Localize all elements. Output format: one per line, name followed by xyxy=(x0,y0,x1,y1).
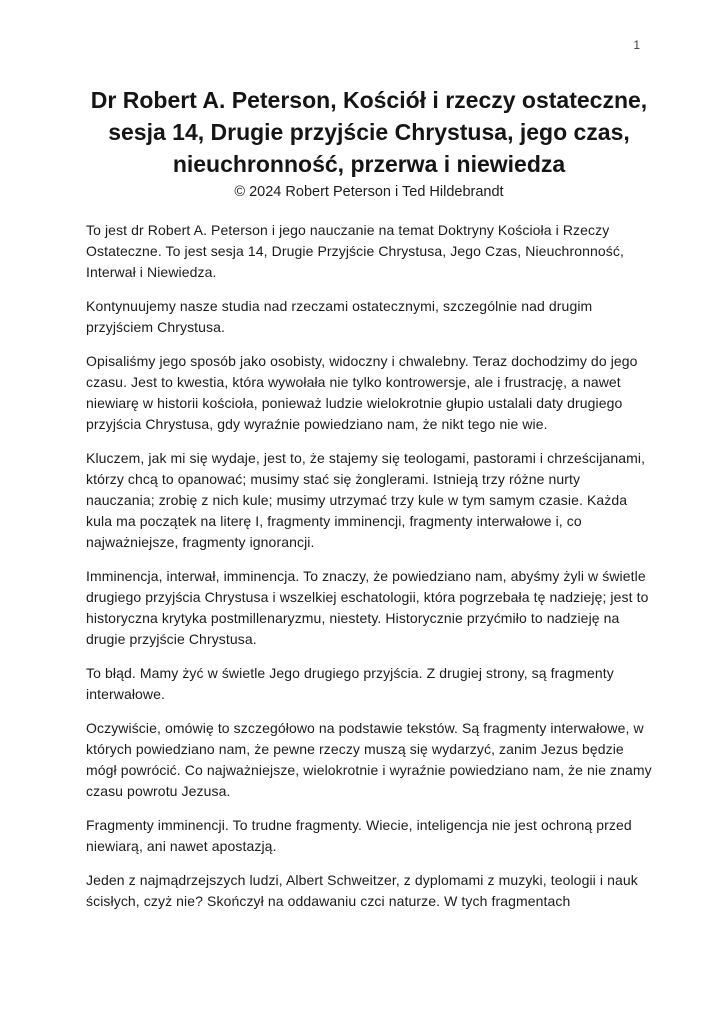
paragraph-8: Fragmenty imminencji. To trudne fragmenty. Wiecie, inteligencja nie jest ochroną przed niewiarą, ani nawet apostazją. xyxy=(86,817,632,854)
title-line-2: sesja 14, Drugie przyjście Chrystusa, jego czas, xyxy=(108,119,630,145)
paragraph-3: Opisaliśmy jego sposób jako osobisty, widoczny i chwalebny. Teraz dochodzimy do jego czasu. Jest to kwestia, która wywołała nie tylko kontrowersje, ale i frustrację, a nawet niewiarę w historii kościoła, ponieważ ludzie wielokrotnie głupio ustalali daty drugiego przyjścia Chrystusa, gdy wyraźnie powiedziano nam, że nikt tego nie wie. xyxy=(86,353,638,432)
paragraph-1: To jest dr Robert A. Peterson i jego nauczanie na temat Doktryny Kościoła i Rzeczy Ostateczne. To jest sesja 14, Drugie Przyjście Chrystusa, Jego Czas, Nieuchronność, Interwał i Niewiedza. xyxy=(86,222,624,280)
paragraph-2: Kontynuujemy nasze studia nad rzeczami ostatecznymi, szczególnie nad drugim przyjściem Chrystusa. xyxy=(86,298,593,335)
document-body xyxy=(86,220,652,912)
paragraph-6: To błąd. Mamy żyć w świetle Jego drugiego przyjścia. Z drugiej strony, są fragmenty interwałowe. xyxy=(86,665,614,702)
title-line-3: nieuchronność, przerwa i niewiedza xyxy=(172,151,566,177)
page-title xyxy=(86,84,652,180)
copyright-line: © 2024 Robert Peterson i Ted Hildebrandt xyxy=(234,184,504,200)
paragraph-7: Oczywiście, omówię to szczegółowo na podstawie tekstów. Są fragmenty interwałowe, w których powiedziano nam, że pewne rzeczy muszą się wydarzyć, zanim Jezus będzie mógł powrócić. Co najważniejsze, wielokrotnie i wyraźnie powiedziano nam, że nie znamy czasu powrotu Jezusa. xyxy=(86,720,652,799)
paragraph-4: Kluczem, jak mi się wydaje, jest to, że stajemy się teologami, pastorami i chrześcijanami, którzy chcą to opanować; musimy stać się żonglerami. Istnieją trzy różne nurty nauczania; zrobię z nich kule; musimy utrzymać trzy kule w tym samym czasie. Każda kula ma początek na literę I, fragmenty imminencji, fragmenty interwałowe i, co najważniejsze, fragmenty ignorancji. xyxy=(86,450,646,550)
paragraph-9: Jeden z najmądrzejszych ludzi, Albert Schweitzer, z dyplomami z muzyki, teologii i nauk ścisłych, czyż nie? Skończył na oddawaniu czci naturze. W tych fragmentach xyxy=(86,872,638,909)
title-line-1: Dr Robert A. Peterson, Kościół i rzeczy ostateczne, xyxy=(90,87,648,113)
page-number: 1 xyxy=(633,38,640,52)
paragraph-5: Imminencja, interwał, imminencja. To znaczy, że powiedziano nam, abyśmy żyli w świetle drugiego przyjścia Chrystusa i wszelkiej eschatologii, która pogrzebała tę nadzieję; jest to historyczna krytyka postmillenaryzmu, niestety. Historycznie przyćmiło to nadzieję na drugie przyjście Chrystusa. xyxy=(86,568,649,647)
